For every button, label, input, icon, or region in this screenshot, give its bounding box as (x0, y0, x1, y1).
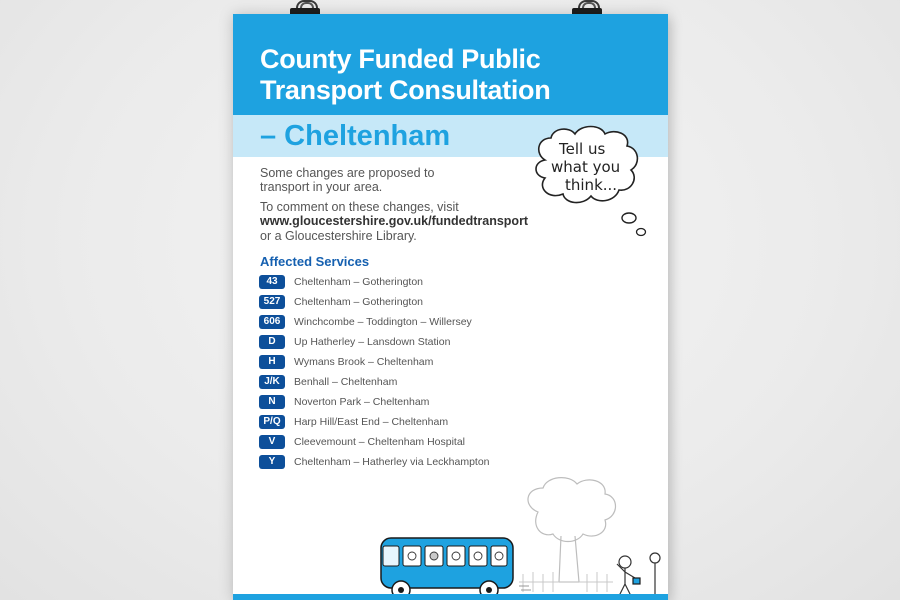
bus-stop-icon (650, 553, 660, 596)
service-row (259, 395, 559, 411)
person-waving-icon (617, 556, 640, 596)
title-line-1: County Funded Public (260, 44, 541, 74)
route-badge: V (259, 435, 285, 449)
service-row (259, 455, 559, 471)
bottom-band (233, 594, 668, 600)
route-badge: J/K (259, 375, 285, 389)
route-name: Cheltenham – Gotherington (294, 296, 423, 308)
tree-icon (528, 478, 616, 582)
thought-bubble (523, 122, 653, 252)
service-row (259, 335, 559, 351)
thought-line-3: think... (565, 176, 618, 194)
route-name: Noverton Park – Cheltenham (294, 396, 430, 408)
service-row (259, 435, 559, 451)
route-name: Cheltenham – Hatherley via Leckhampton (294, 456, 490, 468)
route-badge: 527 (259, 295, 285, 309)
route-name: Cheltenham – Gotherington (294, 276, 423, 288)
poster (233, 14, 668, 600)
affected-services-title: Affected Services (260, 254, 370, 269)
service-row (259, 275, 559, 291)
comment-line: To comment on these changes, visit (260, 200, 459, 214)
service-row (259, 355, 559, 371)
route-badge: Y (259, 455, 285, 469)
route-badge: 43 (259, 275, 285, 289)
bus-icon (381, 538, 531, 599)
library-line: or a Gloucestershire Library. (260, 229, 417, 243)
service-row (259, 415, 559, 431)
service-row (259, 315, 559, 331)
route-name: Wymans Brook – Cheltenham (294, 356, 434, 368)
service-row (259, 375, 559, 391)
route-name: Harp Hill/East End – Cheltenham (294, 416, 449, 428)
route-badge: 606 (259, 315, 285, 329)
intro-line-1: Some changes are proposed to (260, 166, 435, 180)
subtitle: – Cheltenham (260, 120, 451, 152)
route-name: Winchcombe – Toddington – Willersey (294, 316, 472, 328)
bus-scene-illustration (373, 474, 668, 600)
consultation-url: www.gloucestershire.gov.uk/fundedtransport (260, 214, 529, 228)
thought-line-2: what you (551, 158, 621, 176)
intro-line-2: transport in your area. (260, 180, 383, 194)
route-badge: N (259, 395, 285, 409)
route-badge: H (259, 355, 285, 369)
route-name: Up Hatherley – Lansdown Station (294, 336, 451, 348)
fence-icon (519, 572, 613, 592)
title-line-2: Transport Consultation (260, 75, 551, 105)
route-name: Benhall – Cheltenham (294, 376, 398, 388)
route-name: Cleevemount – Cheltenham Hospital (294, 436, 466, 448)
thought-line-1: Tell us (559, 140, 606, 158)
service-row (259, 295, 559, 311)
route-badge: D (259, 335, 285, 349)
route-badge: P/Q (259, 415, 285, 429)
